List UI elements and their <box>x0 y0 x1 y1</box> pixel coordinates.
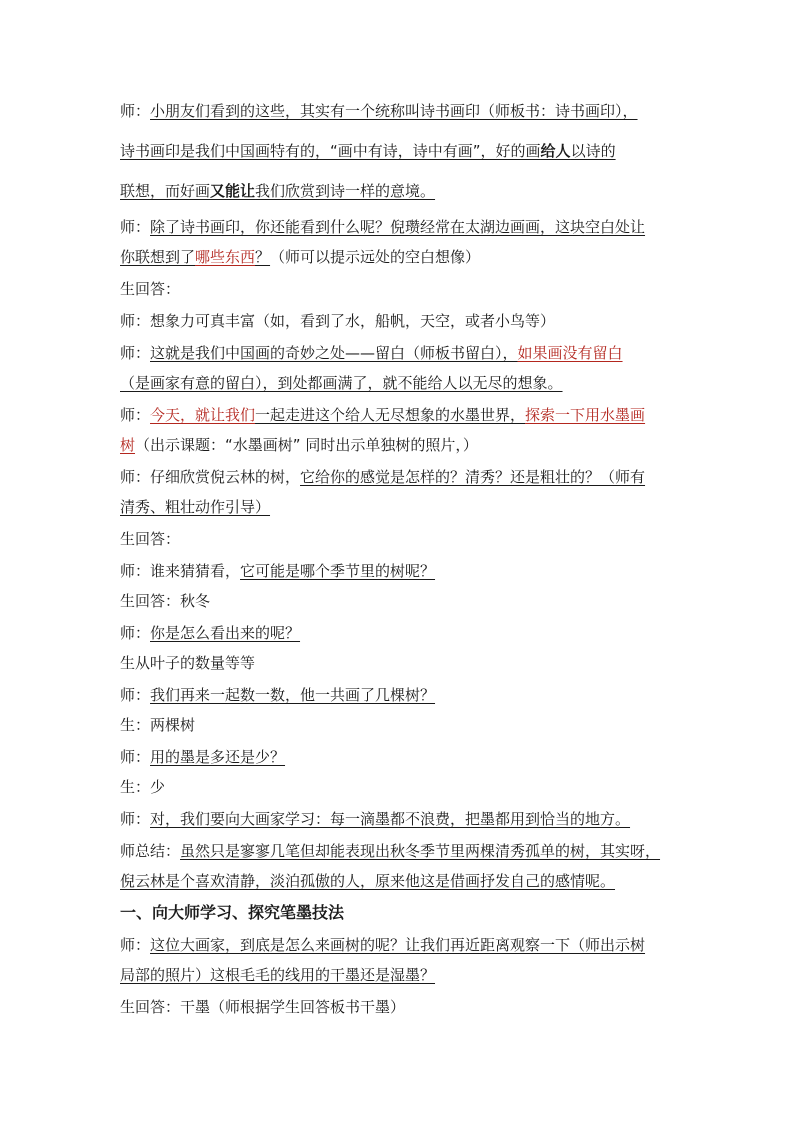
line-student-answer-2: 生回答： <box>120 530 181 548</box>
line-two-trees: 生：两棵树 <box>120 716 196 734</box>
line-little: 生：少 <box>120 778 166 796</box>
line-how-see: 师：你是怎么看出来的呢？ <box>120 624 301 642</box>
line-how-paint: 师：这位大画家，到底是怎么来画树的呢？让我们再近距离观察一下（师出示树 <box>120 936 646 954</box>
line-associate-things: 你联想到了哪些东西？（师可以提示远处的空白想像） <box>120 248 481 266</box>
line-autumn-winter: 生回答：秋冬 <box>120 592 211 610</box>
line-liubai: 师：这就是我们中国画的奇妙之处——留白（师板书留白），如果画没有留白 <box>120 344 623 362</box>
line-no-imagination: （是画家有意的留白），到处都画满了，就不能给人以无尽的想象。 <box>120 374 563 392</box>
line-association: 联想，而好画又能让我们欣赏到诗一样的意境。 <box>120 182 436 200</box>
line-imagination: 师：想象力可真丰富（如，看到了水，船帆，天空，或者小鸟等） <box>120 312 556 330</box>
line-dry-wet-ink: 局部的照片）这根毛毛的线用的干墨还是湿墨？ <box>120 966 436 984</box>
line-learn-master: 师：对，我们要向大画家学习：每一滴墨都不浪费，把墨都用到恰当的地方。 <box>120 810 631 828</box>
line-ink-amount: 师：用的墨是多还是少？ <box>120 748 286 766</box>
section-heading: 一、向大师学习、探究笔墨技法 <box>120 903 345 922</box>
line-guess-season: 师：谁来猜猜看，它可能是哪个季节里的树呢？ <box>120 562 436 580</box>
line-leaves: 生从叶子的数量等等 <box>120 654 256 672</box>
line-chinese-painting: 诗书画印是我们中国画特有的，“画中有诗，诗中有画”，好的画给人以诗的 <box>120 142 616 160</box>
line-what-else: 师：除了诗书画印，你还能看到什么呢？倪瓒经常在太湖边画画，这块空白处让 <box>120 218 646 236</box>
line-student-answer: 生回答： <box>120 280 181 298</box>
line-feeling: 师：仔细欣赏倪云林的树，它给你的感觉是怎样的？清秀？还是粗壮的？（师有 <box>120 468 646 486</box>
line-gesture: 清秀、粗壮动作引导） <box>120 498 271 516</box>
line-ni-yunlin: 倪云林是个喜欢清静，淡泊孤傲的人，原来他这是借画抒发自己的感情呢。 <box>120 872 616 890</box>
line-summary: 师总结：虽然只是寥寥几笔但却能表现出秋冬季节里两棵清秀孤单的树，其实呀， <box>120 842 661 860</box>
line-dry-ink-answer: 生回答：干墨（师根据学生回答板书干墨） <box>120 998 406 1016</box>
line-lesson-title: 树（出示课题：“水墨画树” 同时出示单独树的照片，） <box>120 436 478 454</box>
line-teacher-poem-painting: 师：小朋友们看到的这些，其实有一个统称叫诗书画印（师板书：诗书画印）， <box>120 102 638 120</box>
line-today: 师：今天，就让我们一起走进这个给人无尽想象的水墨世界，探索一下用水墨画 <box>120 406 646 424</box>
line-count-trees: 师：我们再来一起数一数，他一共画了几棵树？ <box>120 686 436 704</box>
